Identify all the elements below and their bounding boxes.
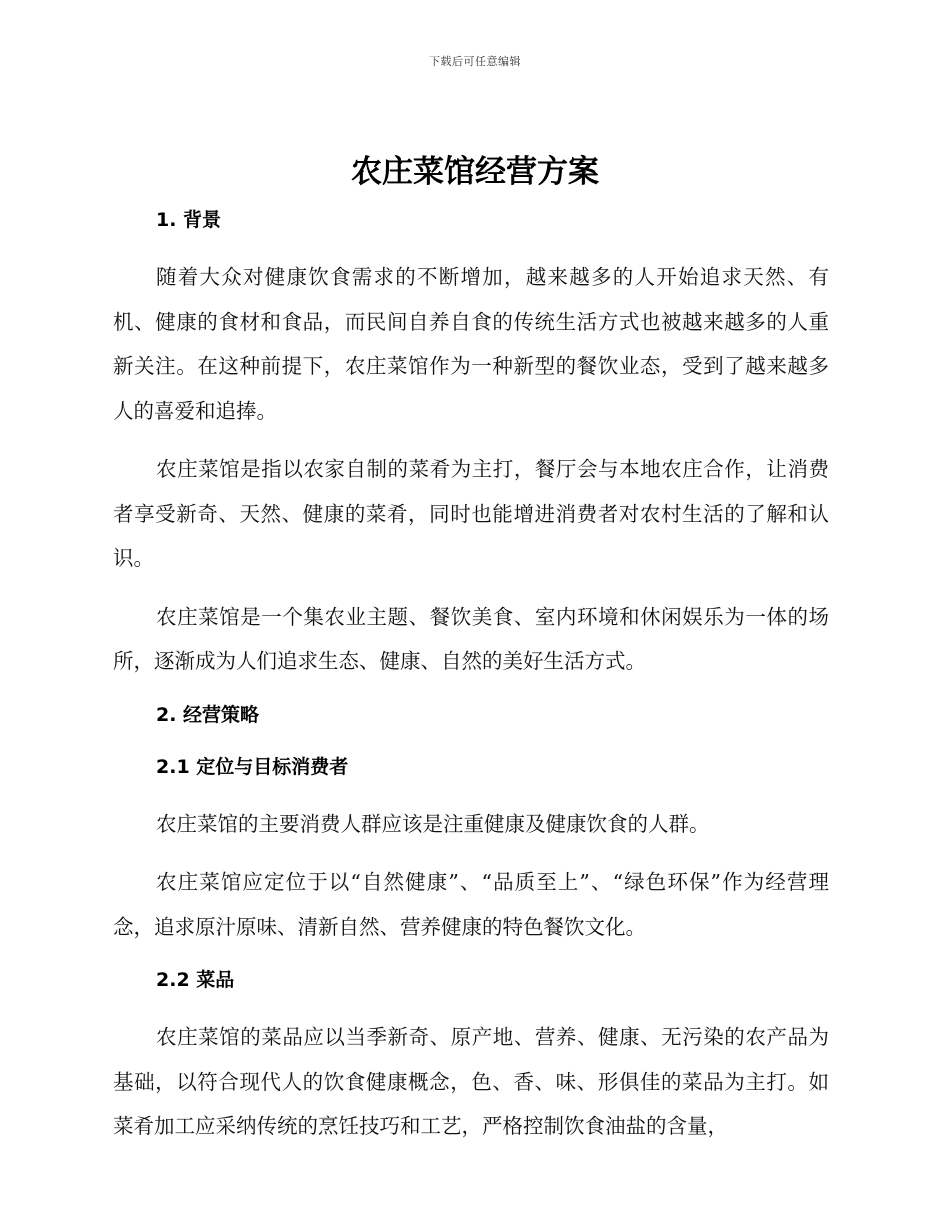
section-heading-dishes: 2.2 菜品 bbox=[156, 969, 235, 991]
paragraph-positioning-2: 农庄菜馆应定位于以“自然健康”、“品质至上”、“绿色环保”作为经营理念，追求原汁原味、清新自然、营养健康的特色餐饮文化。 bbox=[113, 870, 829, 939]
document-body bbox=[113, 203, 829, 1163]
paragraph-dishes-1: 农庄菜馆的菜品应以当季新奇、原产地、营养、健康、无污染的农产品为基础，以符合现代人的饮食健康概念，色、香、味、形俱佳的菜品为主打。如菜肴加工应采纳传统的烹饪技巧和工艺，严格控制饮食油盐的含量， bbox=[113, 1025, 829, 1138]
section-heading-background: 1. 背景 bbox=[156, 209, 222, 231]
paragraph-background-2: 农庄菜馆是指以农家自制的菜肴为主打，餐厅会与本地农庄合作，让消费者享受新奇、天然、健康的菜肴，同时也能增进消费者对农村生活的了解和认识。 bbox=[113, 457, 829, 570]
section-heading-positioning: 2.1 定位与目标消费者 bbox=[156, 755, 349, 778]
paragraph-background-1: 随着大众对健康饮食需求的不断增加，越来越多的人开始追求天然、有机、健康的食材和食品，而民间自养自食的传统生活方式也被越来越多的人重新关注。在这种前提下，农庄菜馆作为一种新型的餐饮业态，受到了越来越多人的喜爱和追捧。 bbox=[113, 265, 829, 423]
section-heading-strategy: 2. 经营策略 bbox=[156, 703, 260, 726]
paragraph-background-3: 农庄菜馆是一个集农业主题、餐饮美食、室内环境和休闲娱乐为一体的场所，逐渐成为人们追求生态、健康、自然的美好生活方式。 bbox=[113, 604, 829, 673]
document-title: 农庄菜馆经营方案 bbox=[351, 154, 599, 190]
header-note: 下载后可任意编辑 bbox=[429, 55, 521, 68]
paragraph-positioning-1: 农庄菜馆的主要消费人群应该是注重健康及健康饮食的人群。 bbox=[156, 811, 710, 836]
